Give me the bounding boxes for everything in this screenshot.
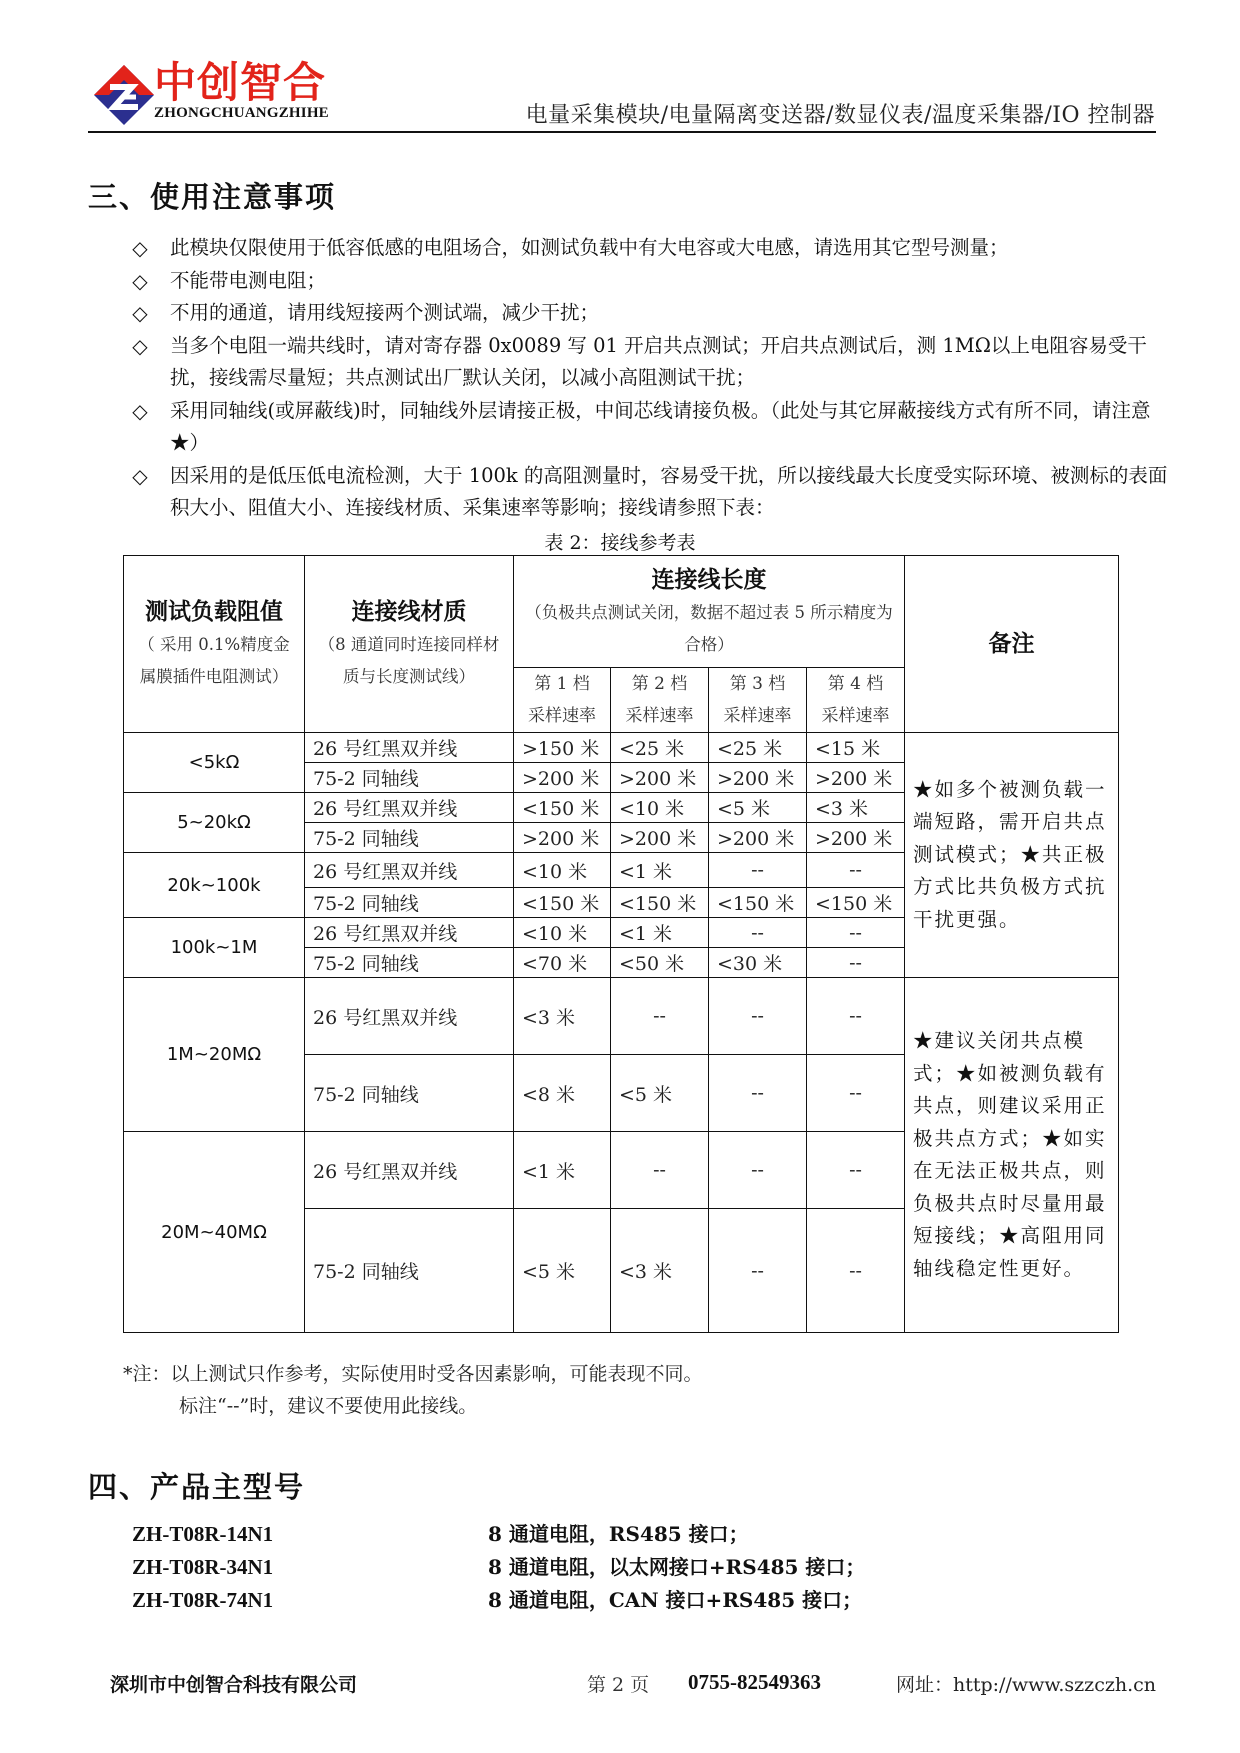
model-description: 8 通道电阻，RS485 接口； bbox=[488, 1522, 749, 1546]
logo-diamond-icon bbox=[92, 63, 156, 127]
table-row: 100k~1M 26 号红黑双并线 <10 米 <1 米 -- -- bbox=[124, 918, 1119, 948]
list-item: ◇ 采用同轴线(或屏蔽线)时，同轴线外层请接正极，中间芯线请接负极。（此处与其它屏蔽接线方式有所不同，请注意★） bbox=[128, 395, 1168, 460]
product-model-list bbox=[132, 1518, 865, 1617]
table-row: 20M~40MΩ 26 号红黑双并线 <1 米 -- -- -- bbox=[124, 1132, 1119, 1209]
list-item bbox=[132, 1551, 865, 1584]
list-item: ◇ 不用的通道，请用线短接两个测试端，减少干扰； bbox=[128, 297, 1168, 330]
header-divider bbox=[88, 131, 1156, 133]
footer-company: 深圳市中创智合科技有限公司 bbox=[110, 1674, 358, 1696]
diamond-bullet-icon: ◇ bbox=[132, 333, 148, 358]
section-title-usage-notes: 三、使用注意事项 bbox=[88, 180, 337, 214]
footer-website: 网址：http://www.szzczh.cn bbox=[895, 1674, 1156, 1696]
header-wire-material: 连接线材质 （8 通道同时连接同样材质与长度测试线） bbox=[305, 556, 514, 733]
table-row: <5kΩ 26 号红黑双并线 >150 米 <25 米 <25 米 <15 米 ★如多个被测负载一端短路，需开启共点测试模式；★共正极方式比共负极方式抗干扰更强。 bbox=[124, 733, 1119, 763]
usage-notes-list bbox=[128, 232, 1168, 525]
diamond-bullet-icon: ◇ bbox=[132, 463, 148, 488]
table-row: 75-2 同轴线 <5 米 <3 米 -- -- bbox=[124, 1209, 1119, 1333]
header-rate-2: 第 2 档 采样速率 bbox=[611, 668, 709, 733]
list-item bbox=[132, 1584, 865, 1617]
model-description: 8 通道电阻，以太网接口+RS485 接口； bbox=[488, 1555, 866, 1579]
company-logo bbox=[88, 55, 338, 127]
diamond-bullet-icon: ◇ bbox=[132, 398, 148, 423]
list-item bbox=[132, 1518, 865, 1551]
table-row: 75-2 同轴线 <8 米 <5 米 -- -- bbox=[124, 1055, 1119, 1132]
model-description: 8 通道电阻，CAN 接口+RS485 接口； bbox=[488, 1588, 863, 1612]
list-item: ◇ 不能带电测电阻； bbox=[128, 265, 1168, 298]
header-remarks: 备注 bbox=[905, 556, 1119, 733]
list-item: ◇ 此模块仅限使用于低容低感的电阻场合，如测试负载中有大电容或大电感，请选用其它型号测量； bbox=[128, 232, 1168, 265]
remarks-low-resistance: ★如多个被测负载一端短路，需开启共点测试模式；★共正极方式比共负极方式抗干扰更强。 bbox=[905, 733, 1119, 978]
table-row: 20k~100k 26 号红黑双并线 <10 米 <1 米 -- -- bbox=[124, 853, 1119, 888]
list-item: ◇ 当多个电阻一端共线时，请对寄存器 0x0089 写 01 开启共点测试；开启共点测试后，测 1MΩ以上电阻容易受干扰，接线需尽量短；共点测试出厂默认关闭，以减小高阻测试干扰； bbox=[128, 330, 1168, 395]
model-code: ZH-T08R-74N1 bbox=[132, 1588, 274, 1612]
table-row: 75-2 同轴线 >200 米 >200 米 >200 米 >200 米 bbox=[124, 763, 1119, 793]
header-rate-3: 第 3 档 采样速率 bbox=[709, 668, 807, 733]
diamond-bullet-icon: ◇ bbox=[132, 236, 148, 260]
list-item: ◇ 因采用的是低压低电流检测，大于 100k 的高阻测量时，容易受干扰，所以接线最大长度受实际环境、被测标的表面积大小、阻值大小、连接线材质、采集速率等影响；接线请参照下表： bbox=[128, 460, 1168, 525]
diamond-bullet-icon: ◇ bbox=[132, 301, 148, 325]
header-wire-length: 连接线长度 （负极共点测试关闭，数据不超过表 5 所示精度为合格） bbox=[514, 556, 905, 668]
table-header-row bbox=[124, 556, 1119, 668]
wiring-reference-table bbox=[123, 555, 1119, 1333]
logo-english-name: ZHONGCHUANGZHIHE bbox=[154, 105, 329, 121]
model-code: ZH-T08R-34N1 bbox=[132, 1555, 274, 1579]
table-row: 1M~20MΩ 26 号红黑双并线 <3 米 -- -- -- ★建议关闭共点模式；★如被测负载有共点，则建议采用正极共点方式；★如实在无法正极共点，则负极共点时尽量用最短接线；★高阻用同轴线稳定性更好。 bbox=[124, 978, 1119, 1055]
table-row: 75-2 同轴线 >200 米 >200 米 >200 米 >200 米 bbox=[124, 823, 1119, 853]
page-footer bbox=[110, 1670, 1156, 1700]
header-tagline: 电量采集模块/电量隔离变送器/数显仪表/温度采集器/IO 控制器 bbox=[525, 103, 1155, 128]
logo-chinese-name: 中创智合 bbox=[154, 58, 327, 107]
section-title-product-models: 四、产品主型号 bbox=[88, 1470, 306, 1504]
table-row: 75-2 同轴线 <70 米 <50 米 <30 米 -- bbox=[124, 948, 1119, 978]
header-rate-4: 第 4 档 采样速率 bbox=[807, 668, 905, 733]
footer-phone: 0755-82549363 bbox=[688, 1670, 821, 1694]
table-row: 5~20kΩ 26 号红黑双并线 <150 米 <10 米 <5 米 <3 米 bbox=[124, 793, 1119, 823]
remarks-high-resistance: ★建议关闭共点模式；★如被测负载有共点，则建议采用正极共点方式；★如实在无法正极共点，则负极共点时尽量用最短接线；★高阻用同轴线稳定性更好。 bbox=[905, 978, 1119, 1333]
header-load-resistance: 测试负载阻值 （ 采用 0.1%精度金属膜插件电阻测试） bbox=[124, 556, 305, 733]
diamond-bullet-icon: ◇ bbox=[132, 268, 148, 293]
table-footnote: *注：以上测试只作参考，实际使用时受各因素影响，可能表现不同。 标注“--”时，建议不要使用此接线。 bbox=[123, 1363, 703, 1417]
model-code: ZH-T08R-14N1 bbox=[132, 1522, 274, 1546]
page-number: 第 2 页 bbox=[587, 1674, 650, 1696]
header-rate-1: 第 1 档 采样速率 bbox=[514, 668, 611, 733]
table-row: 75-2 同轴线 <150 米 <150 米 <150 米 <150 米 bbox=[124, 888, 1119, 918]
table-caption: 表 2：接线参考表 bbox=[544, 532, 696, 554]
